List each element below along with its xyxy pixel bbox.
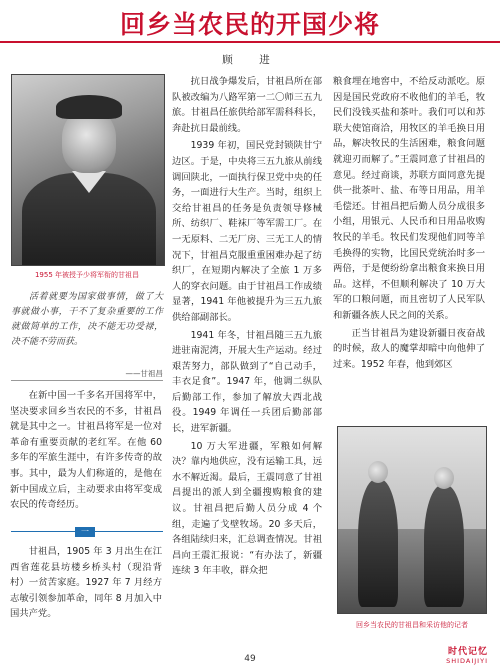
person-head <box>368 461 388 483</box>
person-figure <box>424 485 464 607</box>
middle-column <box>172 74 322 640</box>
pull-quote: 活着就要为国家做事情，做了大事就做小事，干不了复杂重要的工作就做简单的工作，决不能无功受禄，决不能不劳而获。 <box>11 292 163 347</box>
paragraph: 10 万大军进疆，军粮如何解决？靠内地供应，没有运输工具，远水不解近渴。最后，王震同意了甘祖昌提出的派人到全疆搜购粮食的建议。甘祖昌把后勤人员分成 4 个组，走遍了戈壁牧场。20 多天后，各组陆续归来，汇总调查情况。甘祖昌向王震汇报说：“有办法了，新疆连续 3 年丰收，群众把 <box>172 440 322 577</box>
portrait-cap <box>56 95 122 119</box>
paragraph: 粮食埋在地窖中，不给反动派吃。原因是国民党政府不收他们的羊毛，牧民们没钱买盐和茶叶。我们可以和苏联大使馆商洽，用牧区的羊毛换日用品，解决牧民的生活困难，粮食问题就迎刃而解了。”王震同意了甘祖昌的意见。经过商谈，苏联方面同意先提供一批茶叶、盐、布等日用品，用羊毛偿还。甘祖昌把后勤人员分成很多小组，用银元、人民币和日用品收购牧民的羊毛。牧民们发现他们同等羊毛换得的实物，比国民党统治时多一两倍，于是便纷纷拿出粮食来换日用品。这样，不但顺利解决了 10 万大军的口粮问题，而且密切了人民军队和新疆各族人民之间的关系。 <box>333 76 485 321</box>
left-column-bottom <box>10 544 162 640</box>
page-number: 49 <box>244 654 256 664</box>
article-title: 回乡当农民的开国少将 <box>119 10 380 39</box>
person-figure <box>358 479 398 607</box>
field-photo-caption: 回乡当农民的甘祖昌和采访他的记者 <box>356 621 468 629</box>
portrait-photo <box>11 74 165 266</box>
portrait-caption: 1955 年被授予少将军衔的甘祖昌 <box>34 271 140 279</box>
brand-pinyin: SHIDAIJIYI <box>446 657 488 665</box>
paragraph: 1941 年冬，甘祖昌随三五九旅进驻南泥湾，开展大生产运动。经过艰苦努力，部队做到了“自己动手，丰衣足食”。1947 年，他调二纵队后勤部工作，参加了解放大西北战役。1949 年调任一兵团后勤部部长，进军新疆。 <box>172 329 322 435</box>
paragraph: 正当甘祖昌为建设新疆日夜奋战的时候，敌人的魔掌却暗中向他伸了过来。1952 年春，他到郊区 <box>333 327 485 370</box>
person-head <box>434 467 454 489</box>
paragraph: 抗日战争爆发后，甘祖昌所在部队被改编为八路军第一二〇师三五九旅。甘祖昌任旅供给部军需科科长，奔赴抗日最前线。 <box>172 76 322 134</box>
magazine-brand <box>446 644 488 665</box>
left-column-top <box>10 388 162 520</box>
paragraph: 1939 年初，国民党封锁陕甘宁边区。于是，中央将三五九旅从前线调回陕北，一面执行保卫党中央的任务，一面进行大生产。当时，组织上交给甘祖昌的任务是负责领导修械所、纺织厂、鞋袜厂等军需工厂。在一无原料、二无厂房、三无工人的情况下，甘祖昌克服重重困难办起了纺织厂，在短期内解决了全旅 1 万多人的穿衣问题。由于甘祖昌工作成绩显著，1941 年他被提升为三五九旅供给部副部长。 <box>172 140 322 323</box>
article-author: 顾 进 <box>222 54 278 66</box>
title-divider <box>0 41 500 43</box>
section-number: 一 <box>75 527 95 537</box>
quote-divider <box>11 380 163 381</box>
field-photo <box>337 426 487 614</box>
paragraph: 甘祖昌，1905 年 3 月出生在江西省莲花县坊楼乡桥头村（现沿背村）一贫苦家庭。1927 年 7 月经方志敏引领参加革命，同年 8 月加入中国共产党。 <box>10 546 162 620</box>
right-column <box>333 74 485 449</box>
quote-source: ——甘祖昌 <box>125 369 163 378</box>
brand-name: 时代记忆 <box>447 647 488 657</box>
paragraph: 在新中国一千多名开国将军中，坚决要求回乡当农民的不多，甘祖昌就是其中之一。甘祖昌将军是一位对革命有重要贡献的老红军。在他 60 多年的军旅生涯中，有许多传奇的故事。其中，最为人们称道的，是他在新中国成立后，主动要求由将军变成农民的传奇经历。 <box>10 390 162 511</box>
